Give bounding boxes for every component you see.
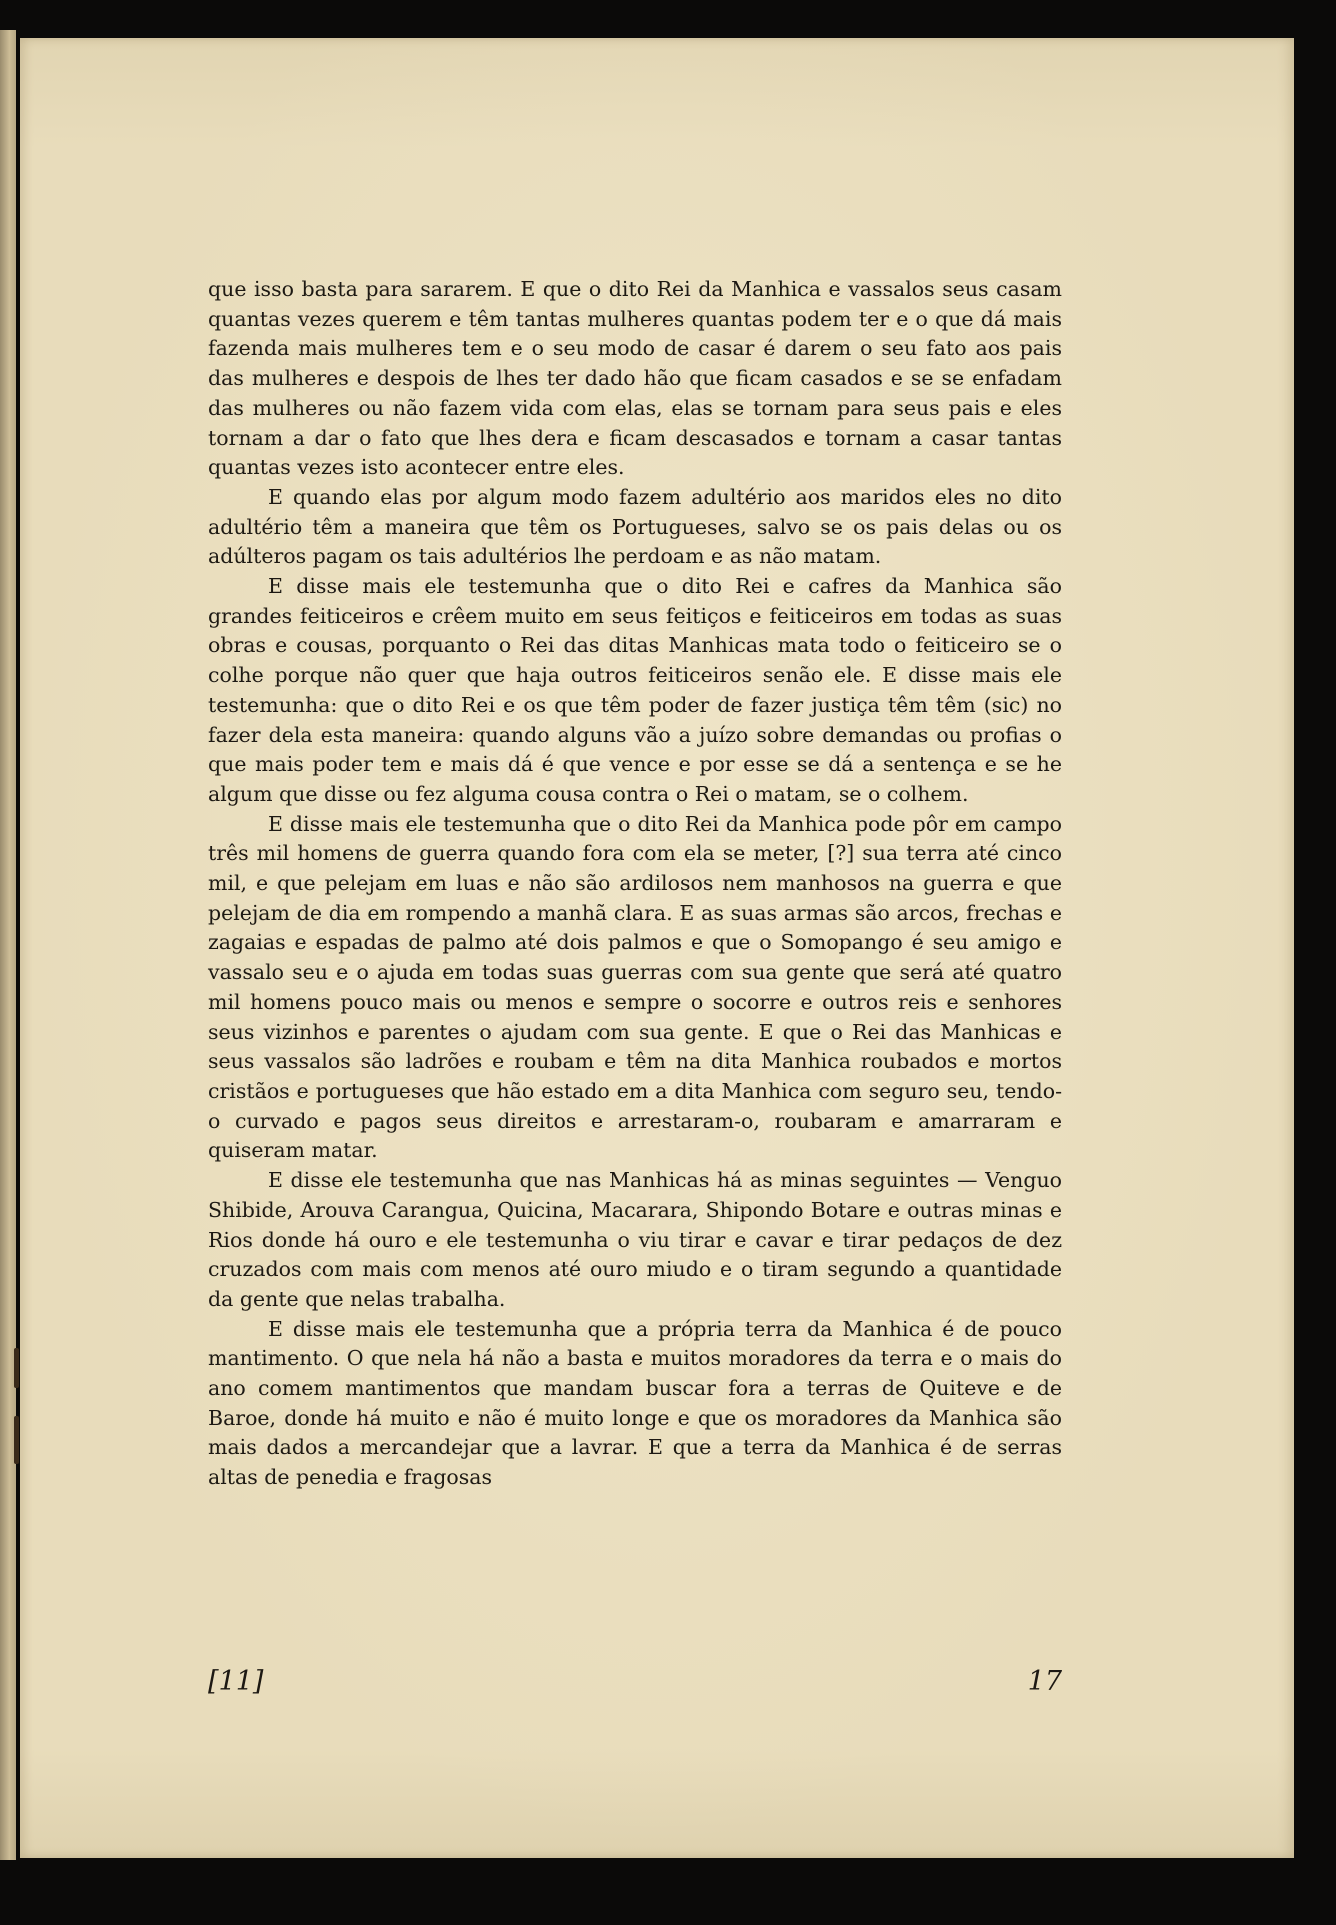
page-number: 17 (1027, 1666, 1062, 1697)
folio-number: [11] (208, 1666, 264, 1697)
binding-mark (14, 1416, 19, 1464)
paragraph: E disse mais ele testemunha que o dito Rei da Manhica pode pôr em campo três mil homens de guerra quando fora com ela se meter, [?] sua terra até cinco mil, e que pelejam em luas e não são ardilosos nem manhosos na guerra e que pelejam de dia em rompendo a manhã clara. E as suas armas são arcos, frechas e zagaias e espadas de palmo até dois palmos e que o Somopango é seu amigo e vassalo seu e o ajuda em todas suas guerras com sua gente que será até quatro mil homens pouco mais ou menos e sempre o socorre e outros reis e senhores seus vizinhos e parentes o ajudam com sua gente. E que o Rei das Manhicas e seus vassalos são ladrões e roubam e têm na dita Manhica roubados e mortos cristãos e portugueses que hão estado em a dita Manhica com seguro seu, tendo-o curvado e pagos seus direitos e arrestaram-o, roubaram e amarraram e quiseram matar. (208, 811, 1062, 1163)
paragraph: E disse mais ele testemunha que o dito Rei e cafres da Manhica são grandes feiticeiros e crêem muito em seus feitiços e feiticeiros em todas as suas obras e cousas, porquanto o Rei das ditas Manhicas mata todo o feiticeiro se o colhe porque não quer que haja outros feiticeiros senão ele. E disse mais ele testemunha: que o dito Rei e os que têm poder de fazer justiça têm têm (sic) no fazer dela esta maneira: quando alguns vão a juízo sobre demandas ou profias o que mais poder tem e mais dá é que vence e por esse se dá a sentença e se he algum que disse ou fez alguma cousa contra o Rei o matam, se o colhem. (208, 574, 1062, 806)
paragraph: E disse mais ele testemunha que a própria terra da Manhica é de pouco mantimento. O que nela há não a basta e muitos moradores da terra e o mais do ano comem mantimentos que mandam buscar fora a terras de Quiteve e de Baroe, donde há muito e não é muito longe e que os moradores da Manhica são mais dados a mercandejar que a lavrar. E que a terra da Manhica é de serras altas de penedia e fragosas (208, 1316, 1062, 1490)
paragraph: que isso basta para sararem. E que o dito Rei da Manhica e vassalos seus casam quantas vezes querem e têm tantas mulheres quantas podem ter e o que dá mais fazenda mais mulheres tem e o seu modo de casar é darem o seu fato aos pais das mulheres e despois de lhes ter dado hão que ficam casados e se se enfadam das mulheres ou não fazem vida com elas, elas se tornam para seus pais e eles tornam a dar o fato que lhes dera e ficam descasados e tornam a casar tantas quantas vezes isto acontecer entre eles. (208, 277, 1062, 480)
previous-page-edge (0, 30, 16, 1860)
paragraph: E quando elas por algum modo fazem adultério aos maridos eles no dito adultério têm a maneira que têm os Portugueses, salvo se os pais delas ou os adúlteros pagam os tais adultérios lhe perdoam e as não matam. (208, 484, 1062, 569)
paragraph: E disse ele testemunha que nas Manhicas há as minas seguintes — Venguo Shibide, Arouva Carangua, Quicina, Macarara, Shipondo Botare e outras minas e Rios donde há ouro e ele testemunha o viu tirar e cavar e tirar pedaços de dez cruzados com mais com menos até ouro miudo e o tiram segundo a quantidade da gente que nelas trabalha. (208, 1168, 1062, 1311)
binding-mark (14, 1348, 19, 1388)
body-text (208, 275, 1062, 1493)
